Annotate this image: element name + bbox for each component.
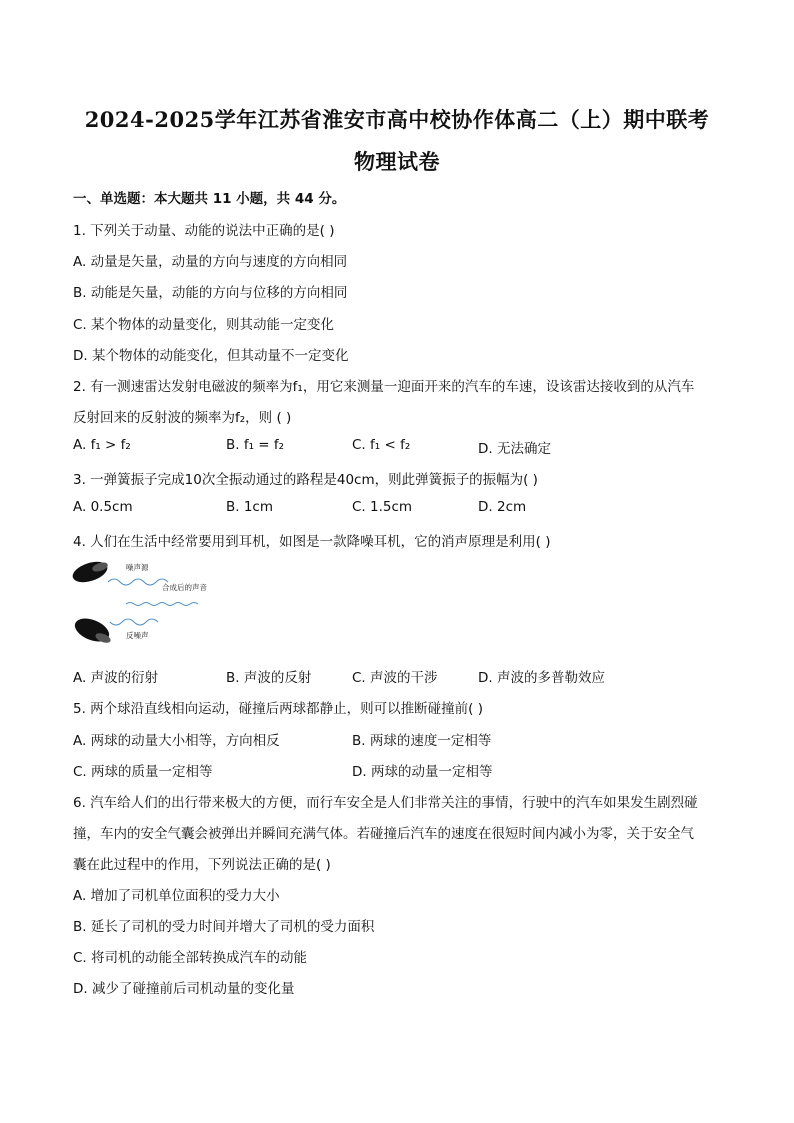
q3-option-b: B. 1cm (226, 499, 274, 515)
q1-option-a: A. 动量是矢量，动量的方向与速度的方向相同 (73, 254, 348, 270)
q4-option-d: D. 声波的多普勒效应 (478, 670, 605, 686)
q4-option-b: B. 声波的反射 (226, 670, 312, 686)
q2-option-b: B. f₁ = f₂ (226, 437, 285, 453)
q5-option-a: A. 两球的动量大小相等，方向相反 (73, 733, 280, 749)
q2-option-d: D. 无法确定 (478, 441, 551, 457)
q2-option-a: A. f₁ > f₂ (73, 437, 131, 453)
q6-stem-line1: 6. 汽车给人们的出行带来极大的方便，而行车安全是人们非常关注的事情，行驶中的汽车如果发生剧烈碰 (73, 795, 698, 811)
q5-option-b: B. 两球的速度一定相等 (352, 733, 492, 749)
q4-stem: 4. 人们在生活中经常要用到耳机，如图是一款降噪耳机，它的消声原理是利用( ) (73, 534, 551, 550)
q1-option-b: B. 动能是矢量，动能的方向与位移的方向相同 (73, 285, 348, 301)
q3-option-a: A. 0.5cm (73, 499, 133, 515)
exam-subject: 物理试卷 (354, 149, 440, 174)
q1-option-c: C. 某个物体的动量变化，则其动能一定变化 (73, 317, 335, 333)
combined-wave (126, 603, 198, 606)
q3-stem: 3. 一弹簧振子完成10次全振动通过的路程是40cm，则此弹簧振子的振幅为( ) (73, 472, 538, 488)
q6-option-d: D. 减少了碰撞前后司机动量的变化量 (73, 981, 295, 997)
q6-stem-line2: 撞，车内的安全气囊会被弹出并瞬间充满气体。若碰撞后汽车的速度在很短时间内减小为零，关于安全气 (73, 826, 694, 842)
q5-option-d: D. 两球的动量一定相等 (352, 764, 493, 780)
q3-option-c: C. 1.5cm (352, 499, 413, 515)
noise-cancel-figure (70, 558, 220, 648)
label-anti-noise: 反噪声 (126, 631, 149, 640)
label-noise-source: 噪声源 (126, 563, 149, 572)
q2-stem-line2: 反射回来的反射波的频率为f₂，则 ( ) (73, 410, 292, 426)
q4-option-c: C. 声波的干涉 (352, 670, 438, 686)
exam-title: 2024-2025学年江苏省淮安市高中校协作体高二（上）期中联考 (84, 107, 710, 132)
q1-stem: 1. 下列关于动量、动能的说法中正确的是( ) (73, 223, 335, 239)
q6-option-c: C. 将司机的动能全部转换成汽车的动能 (73, 950, 308, 966)
q2-stem-line1: 2. 有一测速雷达发射电磁波的频率为f₁，用它来测量一迎面开来的汽车的车速，设该雷达接收到的从汽车 (73, 379, 695, 395)
earcup-bottom-icon (72, 614, 113, 646)
earcup-top-icon (70, 558, 110, 586)
q6-option-a: A. 增加了司机单位面积的受力大小 (73, 888, 280, 904)
q2-option-c: C. f₁ < f₂ (352, 437, 411, 453)
anti-noise-wave (110, 619, 158, 625)
q3-option-d: D. 2cm (478, 499, 527, 515)
q5-option-c: C. 两球的质量一定相等 (73, 764, 213, 780)
noise-wave (108, 579, 168, 585)
section-heading: 一、单选题：本大题共 11 小题，共 44 分。 (73, 191, 346, 207)
q6-stem-line3: 囊在此过程中的作用，下列说法正确的是( ) (73, 857, 331, 873)
q5-stem: 5. 两个球沿直线相向运动，碰撞后两球都静止，则可以推断碰撞前( ) (73, 701, 483, 717)
q6-option-b: B. 延长了司机的受力时间并增大了司机的受力面积 (73, 919, 375, 935)
label-combined-sound: 合成后的声音 (162, 583, 207, 592)
q4-option-a: A. 声波的衍射 (73, 670, 159, 686)
q1-option-d: D. 某个物体的动能变化，但其动量不一定变化 (73, 348, 349, 364)
